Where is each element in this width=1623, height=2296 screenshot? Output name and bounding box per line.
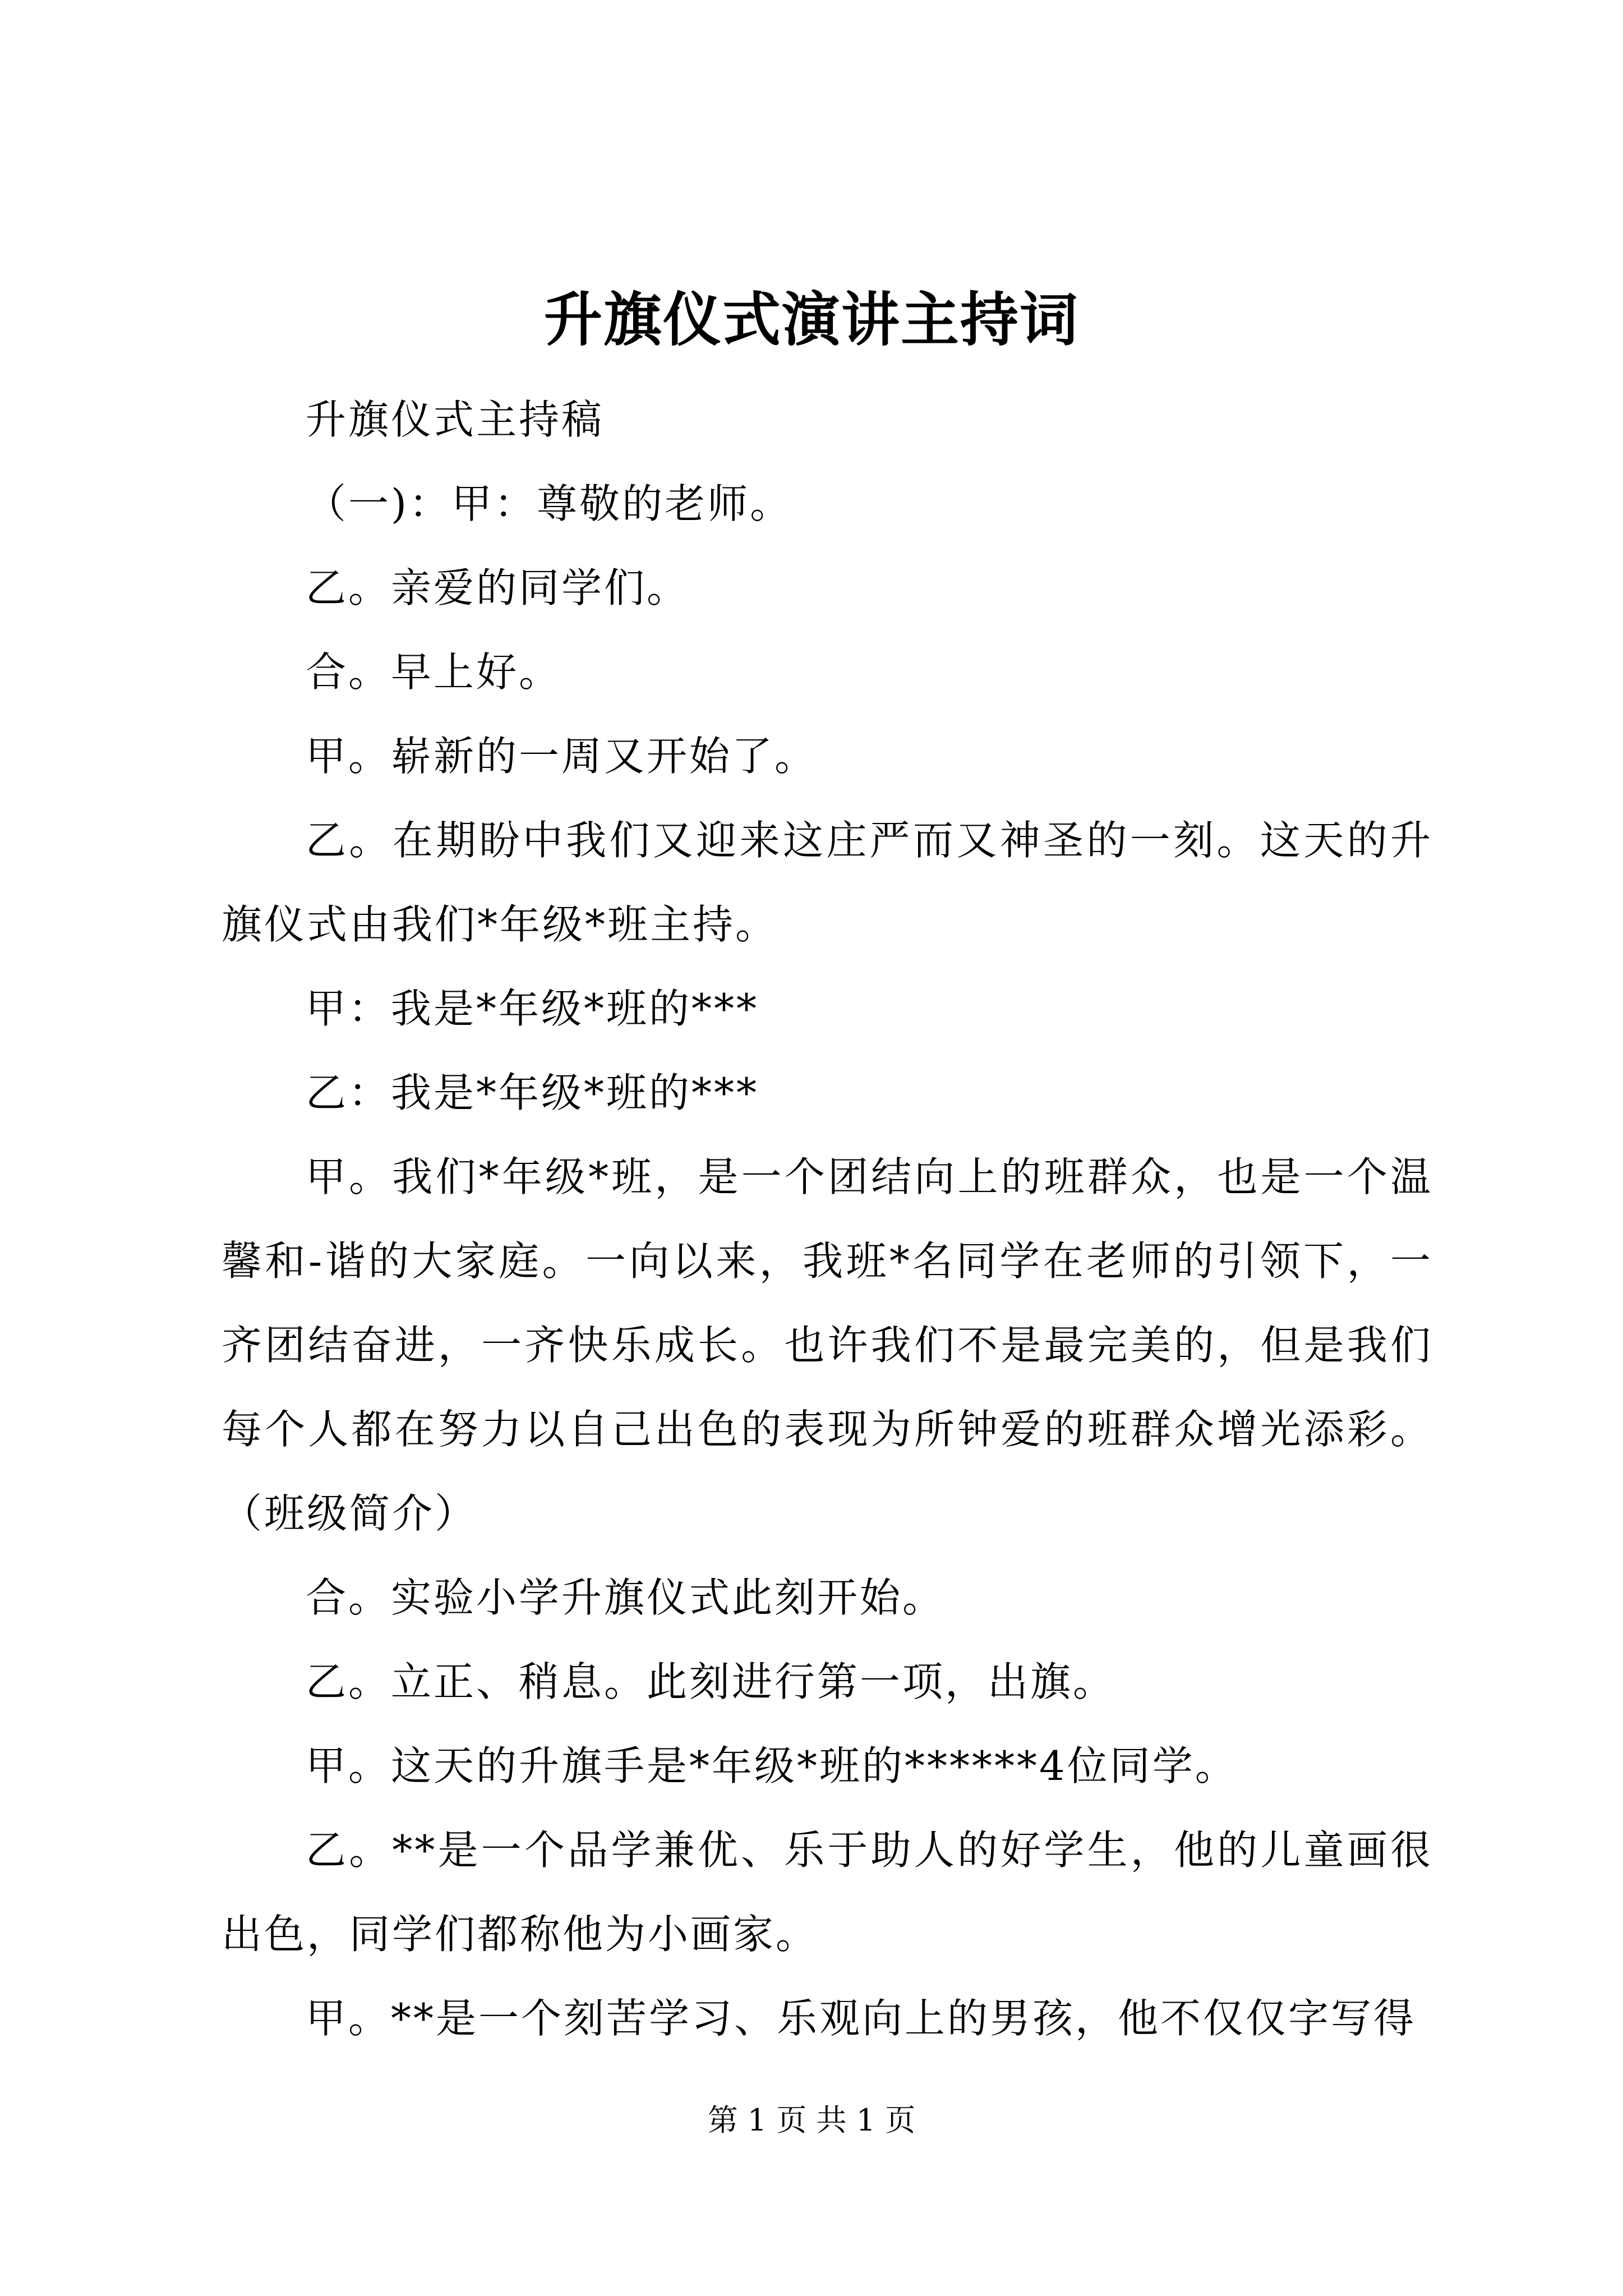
paragraph: 甲。我们*年级*班，是一个团结向上的班群众，也是一个温馨和-谐的大家庭。一向以来，我班*名同学在老师的引领下，一齐团结奋进，一齐快乐成长。也许我们不是最完美的，但是我们每个人都在努力以自己出色的表现为所钟爱的班群众增光添彩。（班级简介） xyxy=(222,1153,1433,1537)
paragraph: 乙。在期盼中我们又迎来这庄严而又神圣的一刻。这天的升旗仪式由我们*年级*班主持。 xyxy=(222,817,1433,948)
paragraph: （一)：甲：尊敬的老师。 xyxy=(306,480,793,527)
paragraph: 甲：我是*年级*班的*** xyxy=(306,985,759,1032)
paragraph: 乙。亲爱的同学们。 xyxy=(306,564,690,611)
paragraph: 合。早上好。 xyxy=(306,648,562,696)
page-footer: 第 1 页 共 1 页 xyxy=(707,2102,916,2138)
paragraph: 乙。立正、稍息。此刻进行第一项，出旗。 xyxy=(306,1658,1116,1705)
paragraph: 甲。**是一个刻苦学习、乐观向上的男孩，他不仅仅字写得 xyxy=(306,1995,1417,2042)
paragraph: 乙。**是一个品学兼优、乐于助人的好学生，他的儿童画很出色，同学们都称他为小画家。 xyxy=(222,1826,1433,1958)
paragraph: 乙：我是*年级*班的*** xyxy=(306,1069,759,1116)
paragraph: 升旗仪式主持稿 xyxy=(306,396,605,443)
paragraph: 甲。这天的升旗手是*年级*班的******4位同学。 xyxy=(306,1742,1238,1789)
document-body xyxy=(222,378,1433,2060)
paragraph: 合。实验小学升旗仪式此刻开始。 xyxy=(306,1574,946,1621)
paragraph: 甲。崭新的一周又开始了。 xyxy=(306,733,818,780)
document-title: 升旗仪式演讲主持词 xyxy=(543,285,1079,354)
